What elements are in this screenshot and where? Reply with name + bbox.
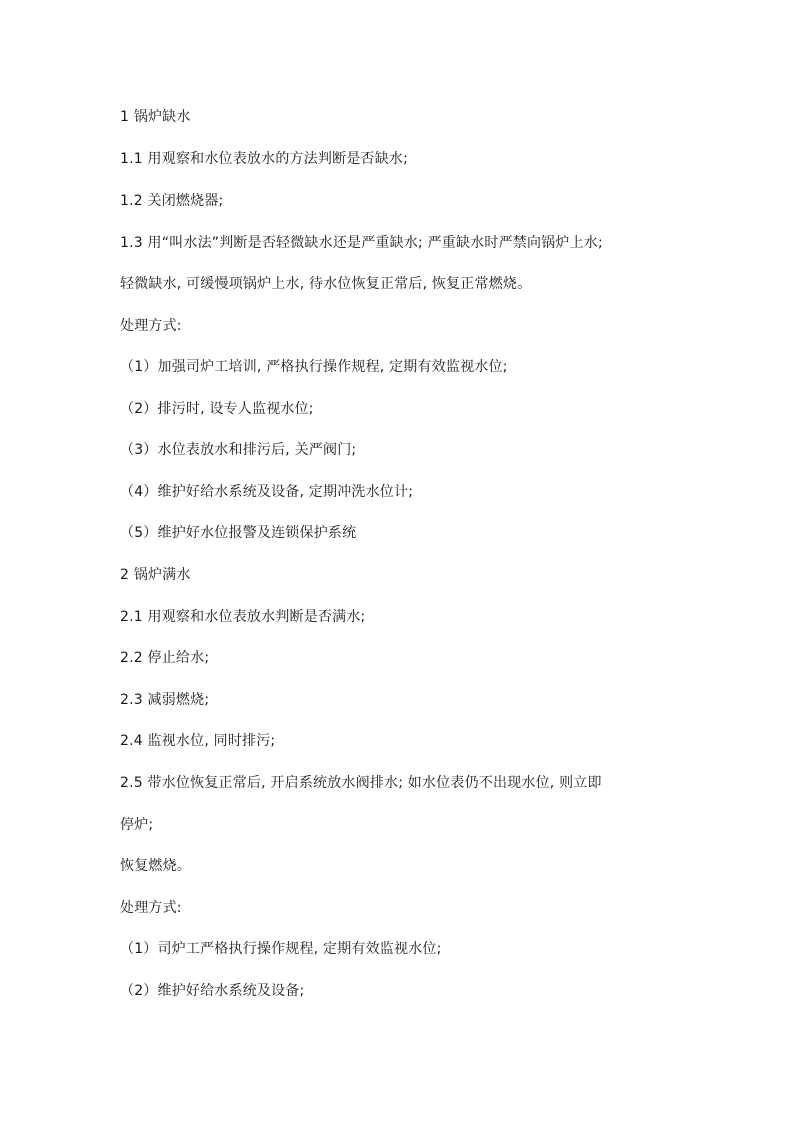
text-line: 轻微缺水, 可缓慢项锅炉上水, 待水位恢复正常后, 恢复正常燃烧。 — [120, 276, 532, 292]
subheading: 处理方式: — [120, 900, 182, 916]
text-line: 停炉; — [120, 817, 154, 833]
text-line: 2.5 带水位恢复正常后, 开启系统放水阀排水; 如水位表仍不出现水位, 则立即 — [120, 775, 602, 791]
list-item: （3）水位表放水和排污后, 关严阀门; — [120, 442, 357, 458]
section-heading-2: 2 锅炉满水 — [120, 567, 191, 583]
list-item: （2）排污时, 设专人监视水位; — [120, 401, 314, 417]
text-line: 1.1 用观察和水位表放水的方法判断是否缺水; — [120, 151, 409, 167]
list-item: （5）维护好水位报警及连锁保护系统 — [120, 525, 357, 541]
list-item: （2）维护好给水系统及设备; — [120, 983, 305, 999]
list-item: （1）加强司炉工培训, 严格执行操作规程, 定期有效监视水位; — [120, 359, 508, 375]
subheading: 处理方式: — [120, 318, 182, 334]
text-line: 恢复燃烧。 — [120, 858, 191, 874]
list-item: （1）司炉工严格执行操作规程, 定期有效监视水位; — [120, 941, 442, 957]
section-heading-1: 1 锅炉缺水 — [120, 109, 191, 125]
text-line: 2.2 停止给水; — [120, 650, 210, 666]
text-line: 2.1 用观察和水位表放水判断是否满水; — [120, 609, 366, 625]
list-item: （4）维护好给水系统及设备, 定期冲洗水位计; — [120, 484, 414, 500]
text-line: 1.3 用“叫水法”判断是否轻微缺水还是严重缺水; 严重缺水时严禁向锅炉上水; — [120, 235, 603, 251]
text-line: 2.3 减弱燃烧; — [120, 692, 210, 708]
text-line: 2.4 监视水位, 同时排污; — [120, 733, 276, 749]
text-line: 1.2 关闭燃烧器; — [120, 193, 224, 209]
